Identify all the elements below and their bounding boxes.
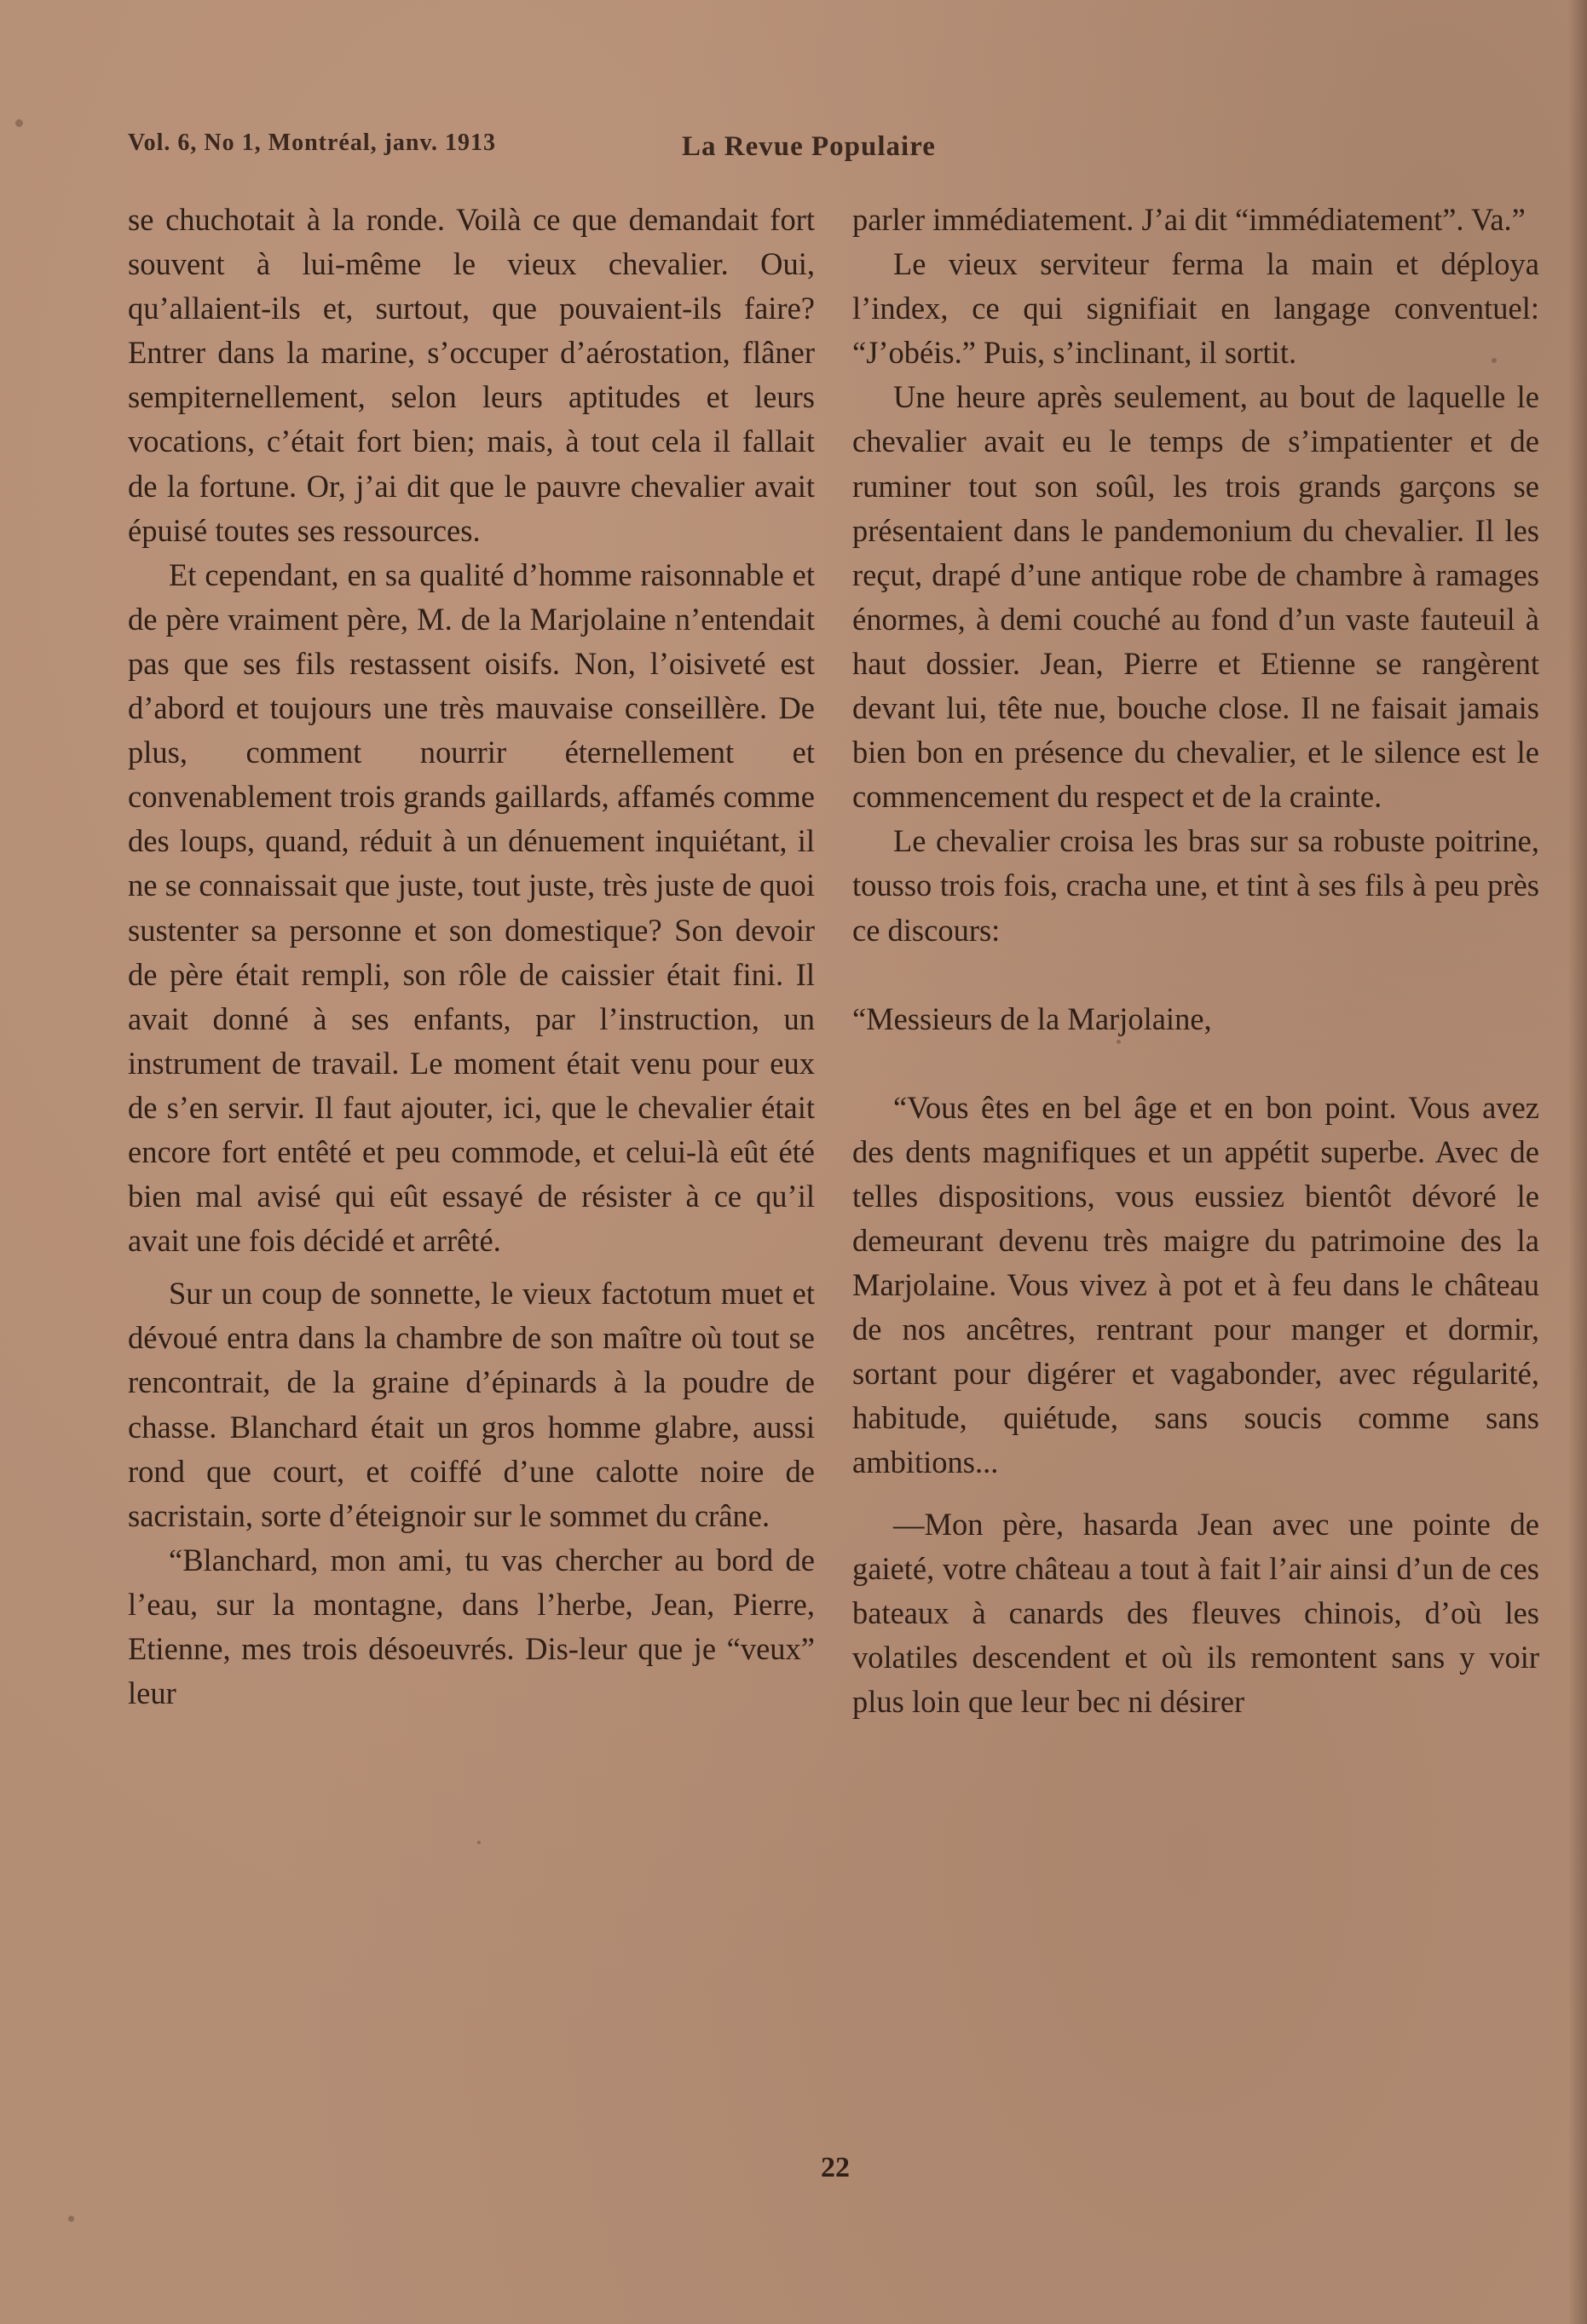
issue-info: Vol. 6, No 1, Montréal, janv. 1913 bbox=[128, 130, 496, 156]
paper-speck bbox=[1492, 358, 1497, 363]
paper-speck bbox=[1117, 1040, 1121, 1044]
paper-speck bbox=[15, 119, 23, 127]
paragraph: Sur un coup de sonnette, le vieux factotum muet et dévoué entra dans la chambre de son maître où tout se rencontrait, de la graine d’épinards à la poudre de chasse. Blanchard était un gros homme glabre, aussi rond que court, et coiffé d’une calotte noire de sacristain, sorte d’éteignoir sur le sommet du crâne. bbox=[128, 1276, 815, 1533]
paragraph: Le vieux serviteur ferma la main et déploya l’index, ce qui signifiait en langage conventuel: “J’obéis.” Puis, s’inclinant, il sortit. bbox=[852, 246, 1539, 371]
right-column bbox=[852, 198, 1539, 1724]
paragraph: —Mon père, hasarda Jean avec une pointe de gaieté, votre château a tout à fait l’air ainsi d’un de ces bateaux à canards des fleuves chinois, d’où les volatiles descendent et où ils remontent sans y voir plus loin que leur bec ni désirer bbox=[852, 1506, 1539, 1719]
paragraph: Et cependant, en sa qualité d’homme raisonnable et de père vraiment père, M. de la Marjolaine n’entendait pas que ses fils restassent oisifs. Non, l’oisiveté est d’abord et toujours une très mauvaise conseillère. De plus, comment nourrir éternellement et convenablement trois grands gaillards, affamés comme des loups, quand, réduit à un dénuement inquiétant, il ne se connaissait que juste, tout juste, très juste de quoi sustenter sa personne et son domestique? Son devoir de père était rempli, son rôle de caissier était fini. Il avait donné à ses enfants, par l’instruction, un instrument de travail. Le moment était venu pour eux de s’en servir. Il faut ajouter, ici, que le chevalier était encore fort entêté et peu commode, et celui-là eût été bien mal avisé qui eût essayé de résister à ce qu’il avait une fois décidé et arrêté. bbox=[128, 556, 815, 1259]
paper-speck bbox=[68, 2216, 74, 2222]
paragraph: Une heure après seulement, au bout de laquelle le chevalier avait eu le temps de s’impatienter et de ruminer tout son soûl, les trois grands garçons se présentaient dans le pandemonium du chevalier. Il les reçut, drapé d’une antique robe de chambre à ramages énormes, à demi couché au fond d’un vaste fauteuil à haut dossier. Jean, Pierre et Etienne se rangèrent devant lui, tête nue, bouche close. Il ne faisait jamais bien bon en présence du chevalier, et le silence est le commencement du respect et de la crainte. bbox=[852, 379, 1539, 815]
paragraph: parler immédiatement. J’ai dit “immédiatement”. Va.” bbox=[852, 202, 1526, 237]
paragraph: “Vous êtes en bel âge et en bon point. Vous avez des dents magnifiques et un appétit superbe. Avec de telles dispositions, vous eussiez bientôt dévoré le demeurant devenu très maigre du patrimoine des la Marjolaine. Vous vivez à pot et à feu dans le château de nos ancêtres, rentrant pour manger et dormir, sortant pour digérer et vagabonder, avec régularité, habitude, quiétude, sans soucis comme sans ambitions... bbox=[852, 1089, 1539, 1480]
paragraph: “Blanchard, mon ami, tu vas chercher au bord de l’eau, sur la montagne, dans l’herbe, Jean, Pierre, Etienne, mes trois désoeuvrés. Dis-leur que je “veux” leur bbox=[128, 1542, 815, 1711]
page-number: 22 bbox=[821, 2152, 850, 2183]
left-column bbox=[128, 198, 815, 1716]
running-header bbox=[128, 126, 1014, 169]
salutation: “Messieurs de la Marjolaine, bbox=[852, 1001, 1212, 1036]
paper-speck bbox=[477, 1841, 481, 1844]
paragraph: Le chevalier croisa les bras sur sa robuste poitrine, tousso trois fois, cracha une, et tint à ses fils à peu près ce discours: bbox=[852, 823, 1539, 948]
paragraph: se chuchotait à la ronde. Voilà ce que demandait fort souvent à lui-même le vieux chevalier. Oui, qu’allaient-ils et, surtout, que pouvaient-ils faire? Entrer dans la marine, s’occuper d’aérostation, flâner sempiternellement, selon leurs aptitudes et leurs vocations, c’était fort bien; mais, à tout cela il fallait de la fortune. Or, j’ai dit que le pauvre chevalier avait épuisé toutes ses ressources. bbox=[128, 202, 815, 548]
magazine-title: La Revue Populaire bbox=[682, 131, 936, 162]
